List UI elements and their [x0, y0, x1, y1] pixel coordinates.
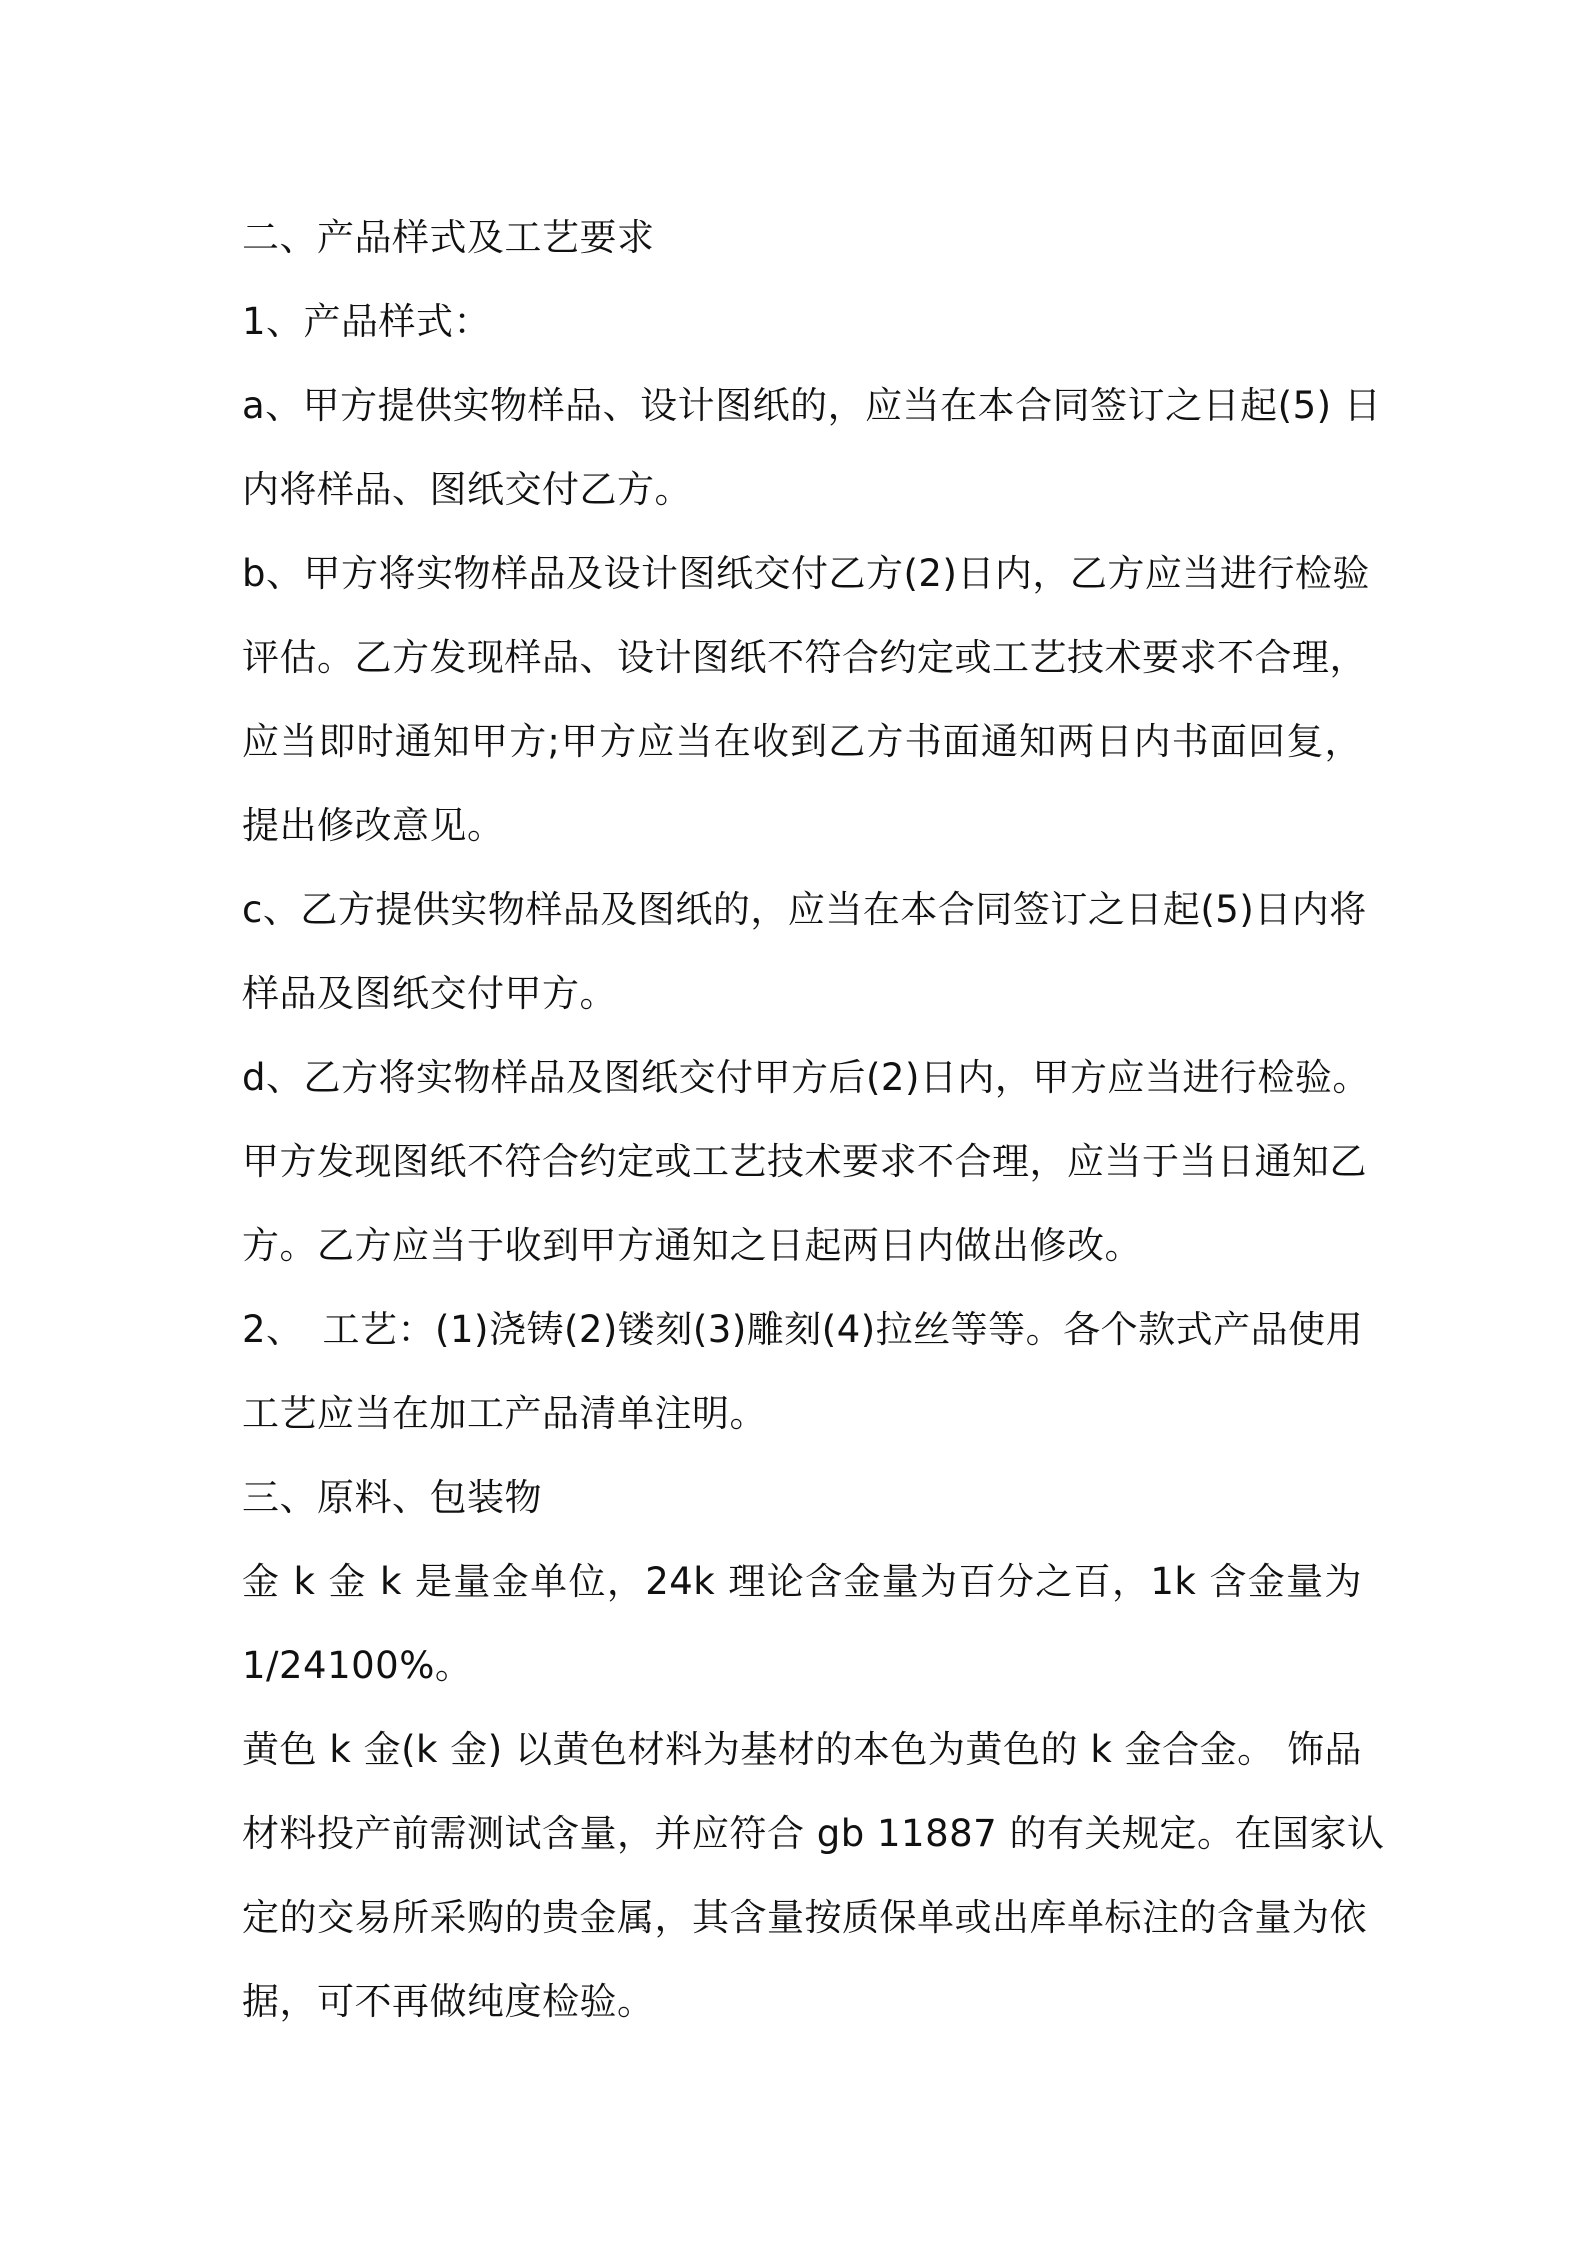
gold-karat-line-1: 金 k 金 k 是量金单位，24k 理论含金量为百分之百，1k 含金量为: [242, 1560, 1362, 1603]
clause-d-line-2: 甲方发现图纸不符合约定或工艺技术要求不合理，应当于当日通知乙: [242, 1140, 1367, 1183]
yellow-gold-line-3: 定的交易所采购的贵金属，其含量按质保单或出库单标注的含量为依: [242, 1896, 1367, 1939]
craft-line-1: 2、 工艺：(1)浇铸(2)镂刻(3)雕刻(4)拉丝等等。各个款式产品使用: [242, 1308, 1364, 1351]
yellow-gold-line-2: 材料投产前需测试含量，并应符合 gb 11887 的有关规定。在国家认: [242, 1812, 1385, 1855]
subheading-product-style: 1、产品样式：: [242, 300, 492, 343]
clause-c-line-1: c、乙方提供实物样品及图纸的，应当在本合同签订之日起(5)日内将: [242, 888, 1367, 931]
clause-a-line-2: 内将样品、图纸交付乙方。: [242, 468, 692, 511]
clause-d-line-1: d、乙方将实物样品及图纸交付甲方后(2)日内，甲方应当进行检验。: [242, 1056, 1370, 1099]
clause-b-line-3: 应当即时通知甲方;甲方应当在收到乙方书面通知两日内书面回复，: [242, 720, 1362, 763]
clause-c-line-2: 样品及图纸交付甲方。: [242, 972, 617, 1015]
clause-b-line-4: 提出修改意见。: [242, 804, 505, 847]
clause-b-line-2: 评估。乙方发现样品、设计图纸不符合约定或工艺技术要求不合理，: [242, 636, 1367, 679]
clause-b-line-1: b、甲方将实物样品及设计图纸交付乙方(2)日内，乙方应当进行检验: [242, 552, 1370, 595]
yellow-gold-line-4: 据，可不再做纯度检验。: [242, 1980, 655, 2023]
clause-d-line-3: 方。乙方应当于收到甲方通知之日起两日内做出修改。: [242, 1224, 1142, 1267]
yellow-gold-line-1: 黄色 k 金(k 金) 以黄色材料为基材的本色为黄色的 k 金合金。 饰品: [242, 1728, 1362, 1771]
clause-a-line-1: a、甲方提供实物样品、设计图纸的，应当在本合同签订之日起(5) 日: [242, 384, 1382, 427]
document-body: [242, 196, 1385, 2044]
gold-karat-line-2: 1/24100%。: [242, 1644, 473, 1687]
section-heading-product-style: 二、产品样式及工艺要求: [242, 216, 655, 259]
section-heading-materials: 三、原料、包装物: [242, 1476, 542, 1519]
craft-line-2: 工艺应当在加工产品清单注明。: [242, 1392, 767, 1435]
